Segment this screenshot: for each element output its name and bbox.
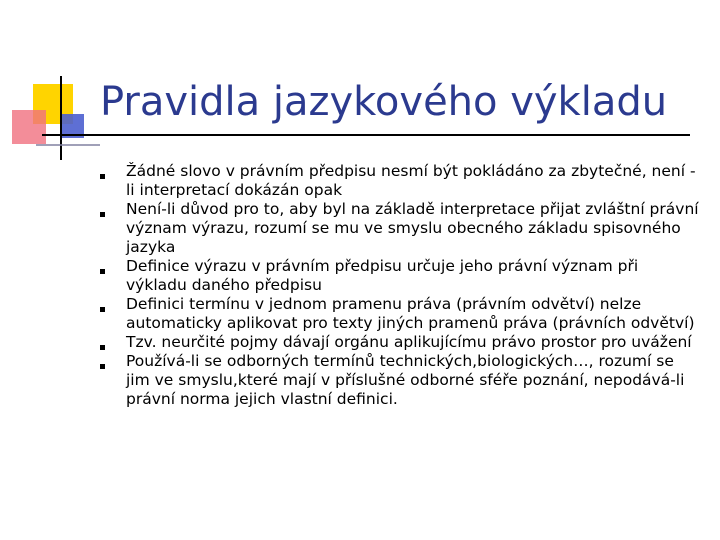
slide-logo-graphic [0, 0, 110, 170]
bullet-square-icon [100, 174, 105, 179]
bullet-square-icon [100, 307, 105, 312]
bullet-text: Tzv. neurčité pojmy dávají orgánu aplikujícímu právo prostor pro uvážení [126, 333, 692, 351]
bullet-item-1 [96, 162, 702, 200]
bullet-square-icon [100, 364, 105, 369]
bullet-text: Žádné slovo v právním předpisu nesmí být pokládáno za zbytečné, není -li interpretací dokázán opak [126, 162, 696, 199]
logo-red-square [12, 110, 46, 144]
bullet-item-2 [96, 200, 702, 257]
bullet-text: Definice výrazu v právním předpisu určuje jeho právní význam při výkladu daného předpisu [126, 257, 639, 294]
bullet-item-4 [96, 295, 702, 333]
slide-title: Pravidla jazykového výkladu [100, 79, 668, 125]
bullet-item-3 [96, 257, 702, 295]
bullet-square-icon [100, 345, 105, 350]
bullet-text: Není-li důvod pro to, aby byl na základě interpretace přijat zvláštní právní význam výrazu, rozumí se mu ve smyslu obecného základu spisovného jazyka [126, 200, 699, 256]
bullet-item-5 [96, 333, 702, 352]
bullet-text: Používá-li se odborných termínů technických,biologických…, rozumí se jim ve smyslu,které mají v příslušné odborné sféře poznání, nepodává-li právní norma jejich vlastní definici. [126, 352, 685, 408]
title-underline [42, 134, 690, 136]
bullet-item-6 [96, 352, 702, 409]
bullet-square-icon [100, 212, 105, 217]
bullet-square-icon [100, 269, 105, 274]
bullet-list [96, 162, 702, 409]
bullet-text: Definici termínu v jednom pramenu práva (právním odvětví) nelze automaticky aplikovat pro texty jiných pramenů práva (právních odvětví) [126, 295, 695, 332]
